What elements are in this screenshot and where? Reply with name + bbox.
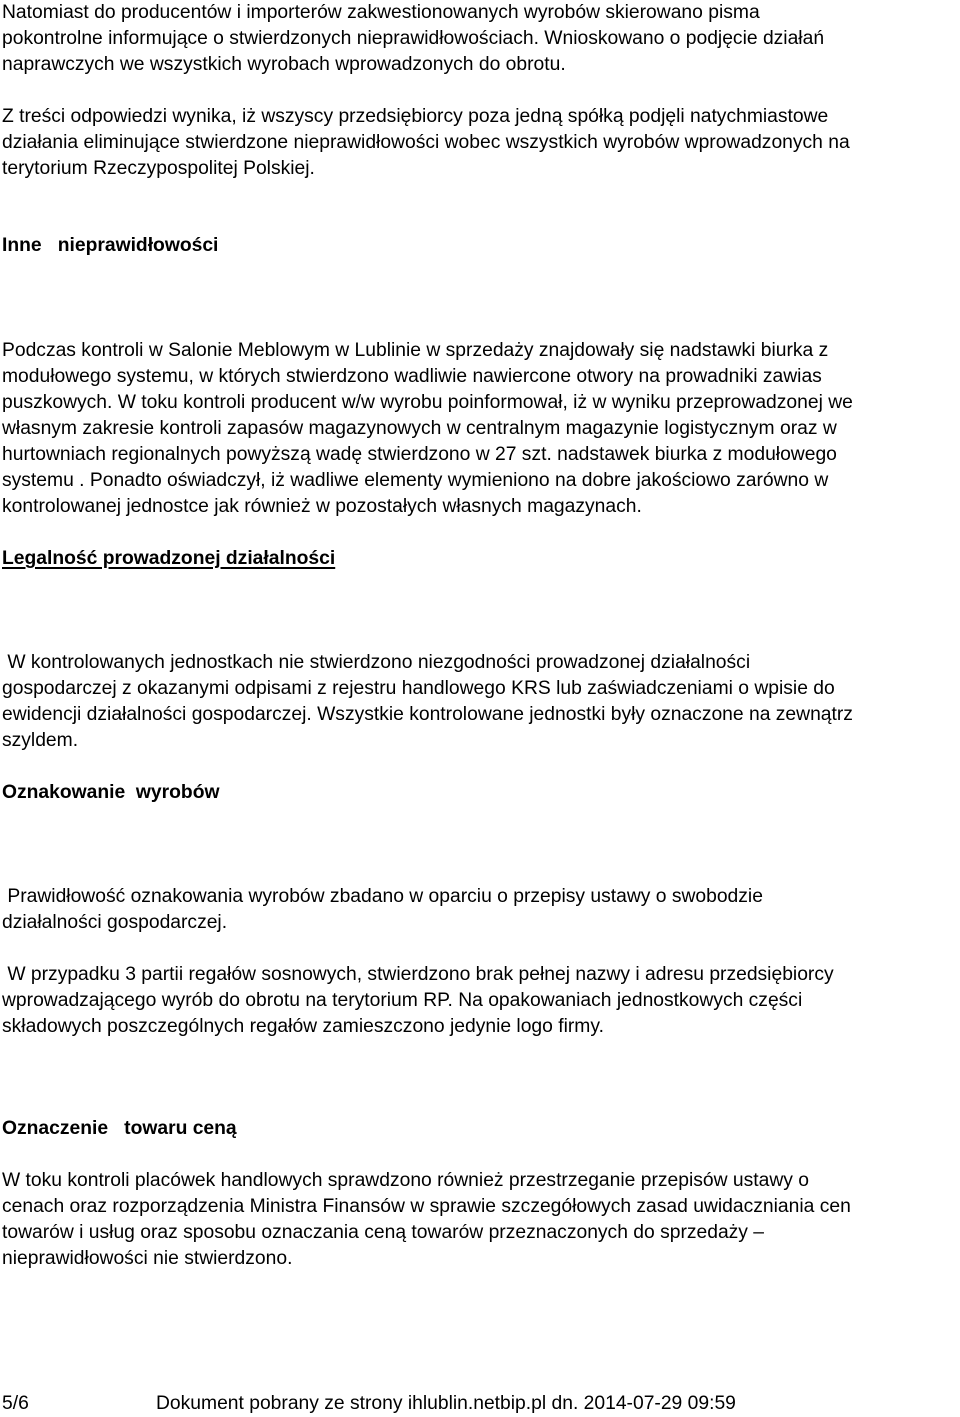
section-1-line-1: Podczas kontroli w Salonie Meblowym w Lublinie w sprzedaży znajdowały się nadstawki biurka z — [2, 340, 829, 361]
section-2-line-3: ewidencji działalności gospodarczej. Wszystkie kontrolowane jednostki były oznaczone na zewnątrz — [2, 704, 853, 725]
section-heading-other-irregularities: Inne nieprawidłowości — [2, 235, 219, 256]
section-2-line-2: gospodarczej z okazanymi odpisami z rejestru handlowego KRS lub zaświadczeniami o wpisie do — [2, 678, 835, 699]
paragraph-2-line-3: terytorium Rzeczypospolitej Polskiej. — [2, 158, 315, 179]
section-3-paragraph-b-line-2: wprowadzającego wyrób do obrotu na terytorium RP. Na opakowaniach jednostkowych części — [2, 990, 803, 1011]
section-heading-price-marking: Oznaczenie towaru ceną — [2, 1118, 237, 1139]
section-heading-product-labelling: Oznakowanie wyrobów — [2, 782, 220, 803]
paragraph-1-line-1: Natomiast do producentów i importerów zakwestionowanych wyrobów skierowano pisma — [2, 2, 760, 23]
section-1-line-5: hurtowniach regionalnych powyższą wadę stwierdzono w 27 szt. nadstawek biurka z modułowego — [2, 444, 837, 465]
paragraph-1-line-3: naprawczych we wszystkich wyrobach wprowadzonych do obrotu. — [2, 54, 566, 75]
paragraph-2-line-2: działania eliminujące stwierdzone nieprawidłowości wobec wszystkich wyrobów wprowadzonych na — [2, 132, 850, 153]
section-1-line-4: własnym zakresie kontroli zapasów magazynowych w centralnym magazynie logistycznym oraz w — [2, 418, 837, 439]
page-number: 5/6 — [2, 1393, 29, 1414]
paragraph-2-line-1: Z treści odpowiedzi wynika, iż wszyscy przedsiębiorcy poza jedną spółką podjęli natychmiastowe — [2, 106, 829, 127]
section-3-paragraph-b-line-1: W przypadku 3 partii regałów sosnowych, stwierdzono brak pełnej nazwy i adresu przedsiębiorcy — [2, 964, 834, 985]
section-2-line-1: W kontrolowanych jednostkach nie stwierdzono niezgodności prowadzonej działalności — [2, 652, 751, 673]
section-1-line-7: kontrolowanej jednostce jak również w pozostałych własnych magazynach. — [2, 496, 642, 517]
download-source-note: Dokument pobrany ze strony ihlublin.netbip.pl dn. 2014-07-29 09:59 — [156, 1393, 736, 1414]
section-1-line-3: puszkowych. W toku kontroli producent w/w wyrobu poinformował, iż w wyniku przeprowadzonej we — [2, 392, 853, 413]
paragraph-1-line-2: pokontrolne informujące o stwierdzonych nieprawidłowościach. Wnioskowano o podjęcie działań — [2, 28, 825, 49]
section-1-line-6: systemu . Ponadto oświadczył, iż wadliwe elementy wymieniono na dobre jakościowo zarówno w — [2, 470, 829, 491]
section-heading-legality: Legalność prowadzonej działalności — [2, 548, 336, 569]
section-2-line-4: szyldem. — [2, 730, 79, 751]
section-1-line-2: modułowego systemu, w których stwierdzono wadliwie nawiercone otwory na prowadniki zawias — [2, 366, 822, 387]
section-4-line-1: W toku kontroli placówek handlowych sprawdzono również przestrzeganie przepisów ustawy o — [2, 1170, 809, 1191]
section-4-line-3: towarów i usług oraz sposobu oznaczania ceną towarów przeznaczonych do sprzedaży – — [2, 1222, 765, 1243]
section-3-paragraph-b-line-3: składowych poszczególnych regałów zamieszczono jedynie logo firmy. — [2, 1016, 604, 1037]
section-4-line-2: cenach oraz rozporządzenia Ministra Finansów w sprawie szczegółowych zasad uwidaczniania cen — [2, 1196, 851, 1217]
section-3-paragraph-a-line-2: działalności gospodarczej. — [2, 912, 228, 933]
section-3-paragraph-a-line-1: Prawidłowość oznakowania wyrobów zbadano w oparciu o przepisy ustawy o swobodzie — [2, 886, 763, 907]
section-4-line-4: nieprawidłowości nie stwierdzono. — [2, 1248, 293, 1269]
